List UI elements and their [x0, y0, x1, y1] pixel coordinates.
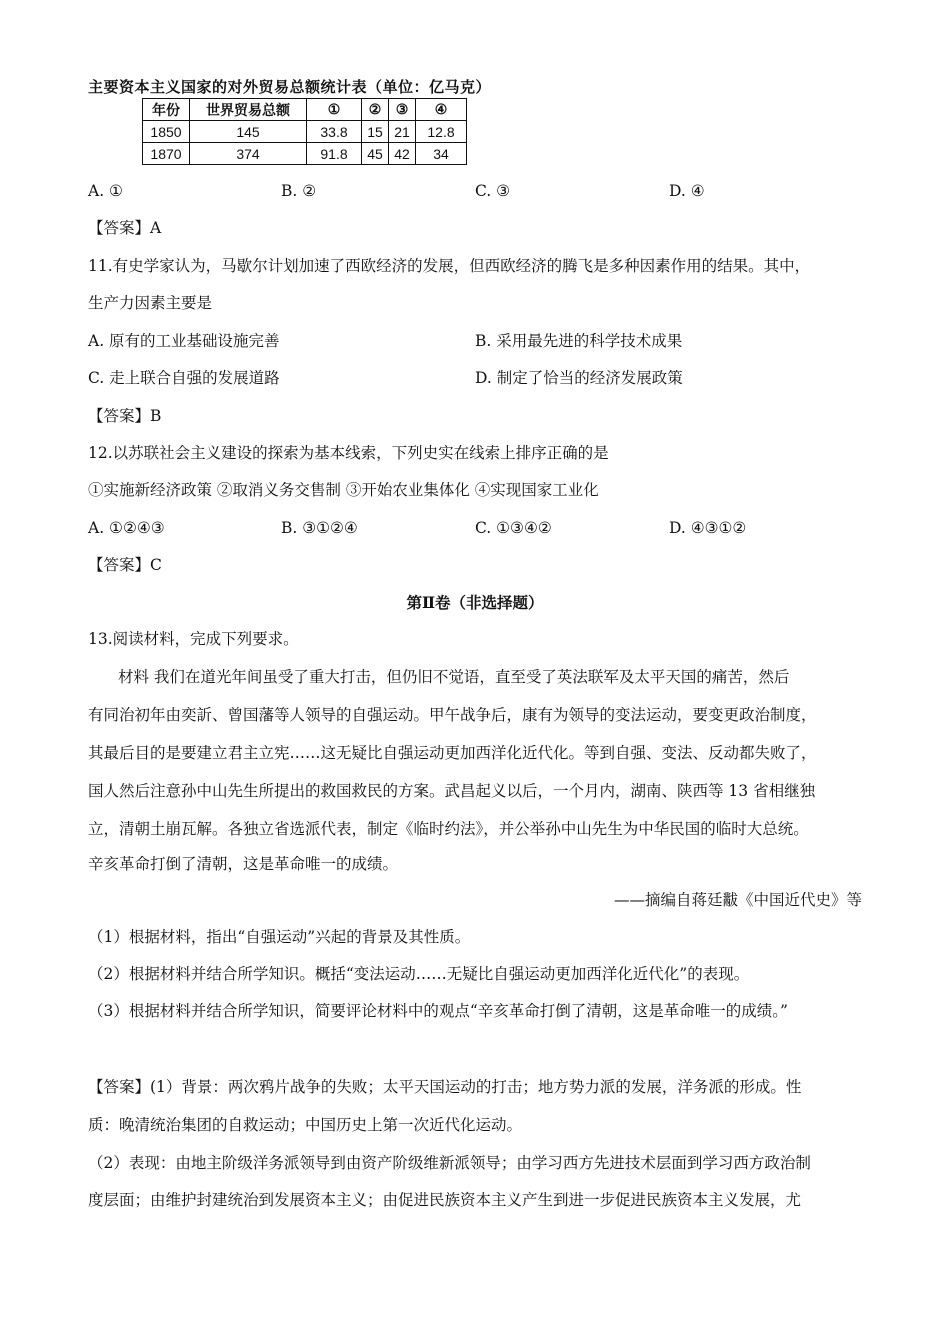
- table-cell: 45: [362, 143, 389, 165]
- q12-option-d: D. ④③①②: [669, 519, 747, 537]
- table-cell: 1850: [143, 121, 190, 143]
- table-cell: 374: [190, 143, 307, 165]
- q13-material-line: 国人然后注意孙中山先生所提出的救国救民的方案。武昌起义以后，一个月内，湖南、陕西等 13 省相继独: [88, 782, 816, 800]
- q13-answer-line: 【答案】(1）背景：两次鸦片战争的失败；太平天国运动的打击；地方势力派的发展，洋务派的形成。性: [88, 1078, 802, 1096]
- q12-items: ①实施新经济政策 ②取消义务交售制 ③开始农业集体化 ④实现国家工业化: [88, 481, 599, 499]
- table-cell: 145: [190, 121, 307, 143]
- q13-answer-line: （2）表现：由地主阶级洋务派领导到由资产阶级维新派领导；由学习西方先进技术层面到学习西方政治制: [88, 1154, 811, 1172]
- table-cell: 42: [389, 143, 416, 165]
- q13-material-line: 立，清朝土崩瓦解。各独立省选派代表，制定《临时约法》，并公举孙中山先生为中华民国的临时大总统。: [88, 820, 809, 838]
- header-country-3: ③: [389, 99, 416, 121]
- q12-option-b: B. ③①②④: [281, 519, 358, 537]
- q11-option-d: D. 制定了恰当的经济发展政策: [475, 369, 683, 387]
- q11-stem-line2: 生产力因素主要是: [88, 294, 213, 312]
- header-world-total: 世界贸易总额: [190, 99, 307, 121]
- q13-material-line: 有同治初年由奕訢、曾国藩等人领导的自强运动。甲午战争后，康有为领导的变法运动，要变更政治制度，: [88, 706, 817, 724]
- q13-material-line: 材料 我们在道光年间虽受了重大打击，但仍旧不觉语，直至受了英法联军及太平天国的痛苦，然后: [118, 668, 790, 686]
- table-cell: 21: [389, 121, 416, 143]
- q13-material-line: 其最后目的是要建立君主立宪……这无疑比自强运动更加西洋化近代化。等到自强、变法、反动都失败了，: [88, 744, 817, 762]
- q13-question-2: （2）根据材料并结合所学知识。概括“变法运动……无疑比自强运动更加西洋化近代化”的表现。: [88, 965, 750, 983]
- q12-option-c: C. ①③④②: [475, 519, 552, 537]
- header-country-1: ①: [307, 99, 362, 121]
- table-cell: 1870: [143, 143, 190, 165]
- q11-answer: 【答案】B: [88, 407, 162, 425]
- trade-table: [142, 98, 467, 165]
- q10-answer: 【答案】A: [88, 219, 162, 237]
- q11-option-b: B. 采用最先进的科学技术成果: [475, 332, 683, 350]
- table-row: [143, 121, 467, 143]
- header-year: 年份: [143, 99, 190, 121]
- q13-material-line: 辛亥革命打倒了清朝，这是革命唯一的成绩。: [88, 855, 399, 873]
- q10-option-a: A. ①: [88, 182, 123, 200]
- q10-option-b: B. ②: [281, 182, 317, 200]
- section-title: 第Ⅱ卷（非选择题）: [406, 593, 544, 612]
- q11-option-c: C. 走上联合自强的发展道路: [88, 369, 280, 387]
- q10-option-d: D. ④: [669, 182, 705, 200]
- table-header-row: [143, 99, 467, 121]
- q13-question-3: （3）根据材料并结合所学知识，简要评论材料中的观点“辛亥革命打倒了清朝，这是革命唯一的成绩。”: [88, 1002, 788, 1020]
- table-caption: 主要资本主义国家的对外贸易总额统计表（单位：亿马克）: [88, 78, 492, 96]
- table-cell: 34: [416, 143, 467, 165]
- q13-answer-line: 质：晚清统治集团的自救运动；中国历史上第一次近代化运动。: [88, 1116, 523, 1134]
- table-cell: 33.8: [307, 121, 362, 143]
- q11-option-a: A. 原有的工业基础设施完善: [88, 332, 280, 350]
- q12-answer: 【答案】C: [88, 556, 162, 574]
- q13-stem: 13.阅读材料，完成下列要求。: [88, 630, 299, 648]
- q13-question-1: （1）根据材料，指出“自强运动”兴起的背景及其性质。: [88, 928, 471, 946]
- header-country-4: ④: [416, 99, 467, 121]
- table-row: [143, 143, 467, 165]
- header-country-2: ②: [362, 99, 389, 121]
- q12-stem: 12.以苏联社会主义建设的探索为基本线索，下列史实在线索上排序正确的是: [88, 444, 609, 462]
- q13-source: ——摘编自蒋廷黻《中国近代史》等: [613, 891, 862, 909]
- q11-stem-line1: 11.有史学家认为，马歇尔计划加速了西欧经济的发展，但西欧经济的腾飞是多种因素作用的结果。其中，: [88, 257, 811, 275]
- q12-option-a: A. ①②④③: [88, 519, 165, 537]
- q10-option-c: C. ③: [475, 182, 511, 200]
- table-cell: 15: [362, 121, 389, 143]
- q13-answer-line: 度层面；由维护封建统治到发展资本主义；由促进民族资本主义产生到进一步促进民族资本主义发展，尤: [88, 1191, 802, 1209]
- table-cell: 12.8: [416, 121, 467, 143]
- table-cell: 91.8: [307, 143, 362, 165]
